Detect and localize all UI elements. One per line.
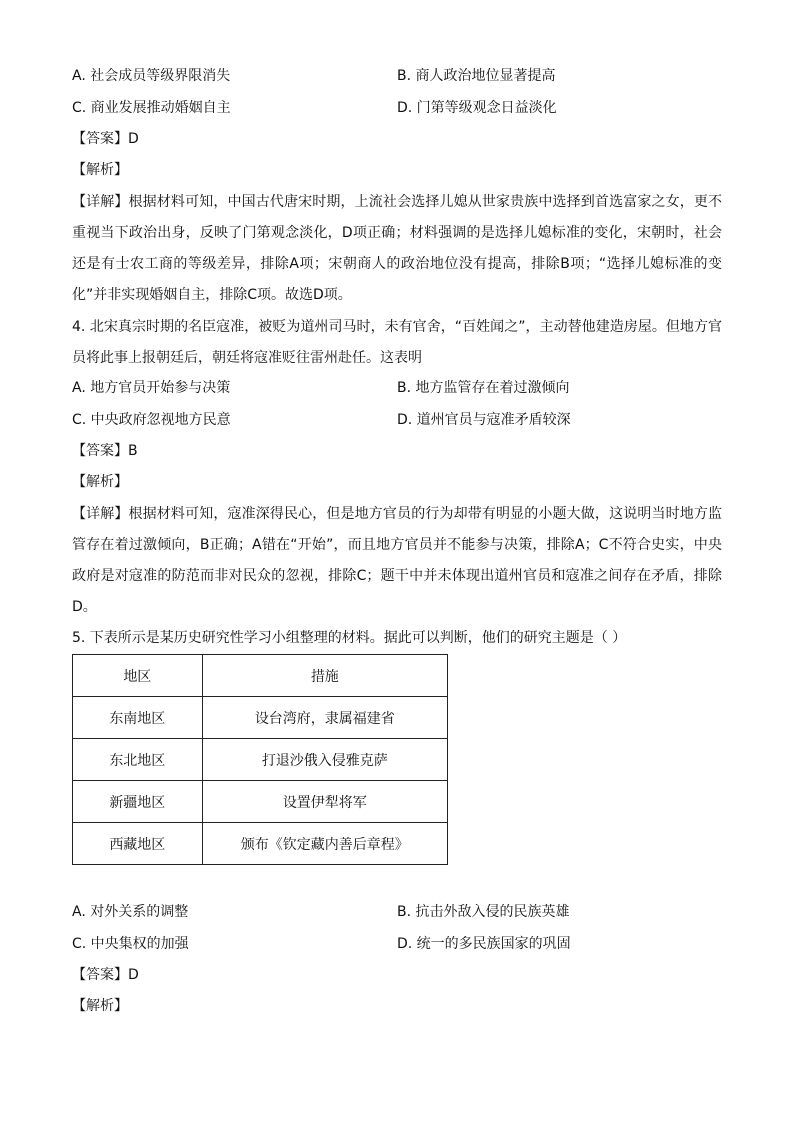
- table-header-measure: 措施: [202, 655, 447, 697]
- q3-option-a: A. 社会成员等级界限消失: [72, 68, 231, 84]
- q4-option-a: A. 地方官员开始参与决策: [72, 380, 231, 396]
- q3-option-c: C. 商业发展推动婚姻自主: [72, 100, 231, 116]
- q4-option-b: B. 地方监管存在着过激倾向: [397, 380, 570, 396]
- table-cell-region: 新疆地区: [73, 781, 203, 823]
- q4-answer: 【答案】B: [72, 443, 138, 459]
- q3-analysis-label: 【解析】: [72, 162, 128, 178]
- q5-analysis-label: 【解析】: [72, 998, 128, 1014]
- q4-detail: 【详解】根据材料可知，寇准深得民心，但是地方官员的行为却带有明显的小题大做，这说明当时地方监管存在着过激倾向，B正确；A错在“开始”，而且地方官员并不能参与决策，排除A；C不符合史实，中央政府是对寇准的防范而非对民众的忽视，排除C；题干中并未体现出道州官员和寇准之间存在矛盾，排除D。: [72, 506, 722, 615]
- table-cell-region: 西藏地区: [73, 823, 203, 865]
- q5-option-b: B. 抗击外敌入侵的民族英雄: [397, 904, 570, 920]
- table-cell-measure: 设台湾府，隶属福建省: [202, 697, 447, 739]
- table-cell-region: 东南地区: [73, 697, 203, 739]
- q3-option-b: B. 商人政治地位显著提高: [397, 68, 556, 84]
- table-cell-measure: 打退沙俄入侵雅克萨: [202, 739, 447, 781]
- q5-stem: 5. 下表所示是某历史研究性学习小组整理的材料。据此可以判断，他们的研究主题是（ ）: [72, 630, 627, 646]
- q4-stem: 4. 北宋真宗时期的名臣寇准，被贬为道州司马时，未有官舍，“百姓闻之”，主动替他建造房屋。但地方官员将此事上报朝廷后，朝廷将寇准贬往雷州赴任。这表明: [72, 319, 722, 366]
- q5-answer: 【答案】D: [72, 967, 139, 983]
- q4-option-c: C. 中央政府忽视地方民意: [72, 412, 231, 428]
- q4-analysis-label: 【解析】: [72, 474, 128, 490]
- q3-answer: 【答案】D: [72, 131, 139, 147]
- table-cell-measure: 颁布《钦定藏内善后章程》: [202, 823, 447, 865]
- table-row: [73, 697, 448, 739]
- table-header-row: [73, 655, 448, 697]
- q5-table: [72, 654, 448, 865]
- table-row: [73, 823, 448, 865]
- q3-detail: 【详解】根据材料可知，中国古代唐宋时期，上流社会选择儿媳从世家贵族中选择到首选富家之女，更不重视当下政治出身，反映了门第观念淡化，D项正确；材料强调的是选择儿媳标准的变化，宋朝时，社会还是有士农工商的等级差异，排除A项；宋朝商人的政治地位没有提高，排除B项；“选择儿媳标准的变化”并非实现婚姻自主，排除C项。故选D项。: [72, 194, 722, 303]
- q3-option-d: D. 门第等级观念日益淡化: [397, 100, 557, 116]
- q5-option-a: A. 对外关系的调整: [72, 904, 189, 920]
- q5-option-d: D. 统一的多民族国家的巩固: [397, 936, 571, 952]
- table-cell-measure: 设置伊犁将军: [202, 781, 447, 823]
- table-header-region: 地区: [73, 655, 203, 697]
- table-cell-region: 东北地区: [73, 739, 203, 781]
- q5-option-c: C. 中央集权的加强: [72, 936, 189, 952]
- table-row: [73, 781, 448, 823]
- q4-option-d: D. 道州官员与寇准矛盾较深: [397, 412, 571, 428]
- table-row: [73, 739, 448, 781]
